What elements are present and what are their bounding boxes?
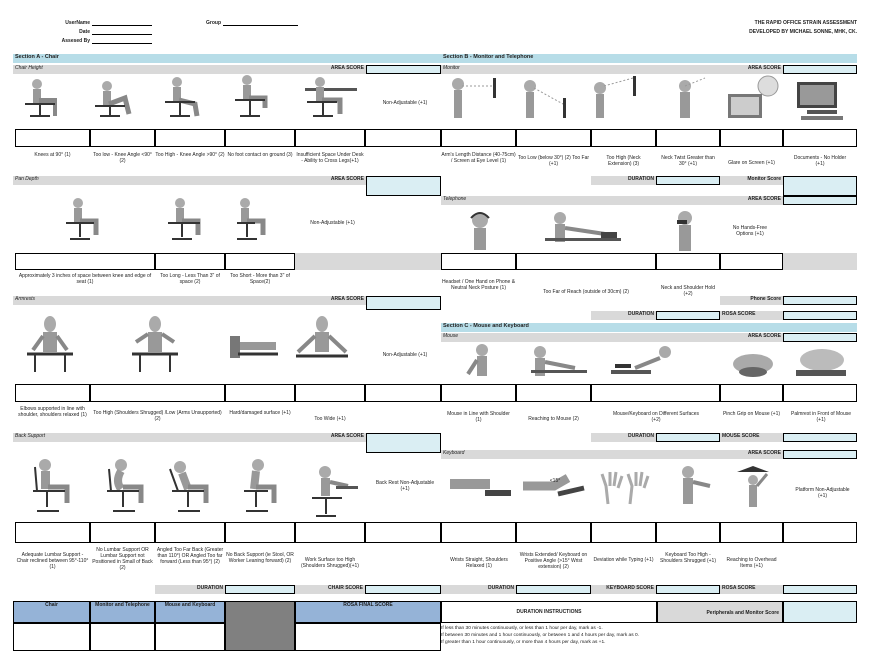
- pan-depth-short-figure: [225, 195, 275, 243]
- monitor-option-5: Glare on Screen (+1): [728, 160, 775, 166]
- telephone-option-2: Too Far of Reach (outside of 30cm) (2): [543, 289, 629, 295]
- armrest-wide-figure: [290, 312, 355, 382]
- knees-90-figure: [15, 74, 75, 119]
- telephone-area-score[interactable]: [783, 196, 857, 205]
- section-a-title: Section A - Chair: [13, 54, 441, 63]
- armrest-hard-figure: [220, 318, 285, 368]
- armrest-good-figure: [15, 312, 85, 382]
- keyboard-title: Keyboard: [441, 450, 783, 459]
- chair-height-box-5[interactable]: [295, 129, 365, 147]
- final-mouse-header: Mouse and Keyboard: [155, 601, 225, 623]
- telephone-box-4[interactable]: [720, 253, 783, 270]
- back-box-4[interactable]: [225, 522, 295, 543]
- phone-reach-figure: [535, 208, 625, 253]
- mouse-box-1[interactable]: [441, 384, 516, 402]
- back-option-3: Angled Too Far Back (Greater than 110°) OR Angled Too far forward (Less than 95°) (2): [156, 547, 224, 565]
- armrests-title: Armrests: [13, 296, 366, 305]
- pinch-grip-figure: [725, 342, 780, 382]
- monitor-box-2[interactable]: [516, 129, 591, 147]
- telephone-box-2[interactable]: [516, 253, 656, 270]
- phone-score-label: Phone Score: [720, 296, 783, 305]
- monitor-duration-score[interactable]: [656, 176, 720, 185]
- keyboard-option-3: Deviation while Typing (+1): [593, 557, 654, 563]
- keyboard-area-score[interactable]: [783, 450, 857, 459]
- telephone-title: Telephone: [441, 196, 783, 205]
- keyboard-box-5[interactable]: [720, 522, 783, 543]
- monitor-duration-label: DURATION: [591, 176, 656, 185]
- title-line2: DEVELOPED BY MICHAEL SONNE, MHK, CK.: [749, 29, 857, 35]
- chair-score-value[interactable]: [365, 585, 441, 594]
- telephone-option-3: Neck and Shoulder Hold (+2): [660, 285, 716, 297]
- telephone-blank: [783, 253, 857, 270]
- group-label: Group: [206, 20, 221, 26]
- mouse-area-label: AREA SCORE: [747, 333, 781, 339]
- telephone-option-1: Headset / One Hand on Phone & Neutral Neck Posture (1): [441, 279, 516, 291]
- keyboard-score-value[interactable]: [656, 585, 720, 594]
- mouse-score-value[interactable]: [783, 433, 857, 442]
- instruction-2: If between 30 minutes and 1 hour continuously, or between 1 and 4 hours per day, mark as 0.: [441, 633, 639, 638]
- mouse-option-4: Pinch Grip on Mouse (+1): [722, 411, 781, 417]
- rosa-final-value[interactable]: [295, 623, 441, 651]
- mouse-area-score[interactable]: [783, 333, 857, 342]
- chair-height-option-4: No foot contact on ground (3): [227, 152, 293, 158]
- chair-duration-label: DURATION: [155, 585, 225, 594]
- instruction-3: If greater than 1 hour continuously, or more than 4 hours per day, mark as +1.: [441, 640, 606, 645]
- phone-duration-score[interactable]: [656, 311, 720, 320]
- armrest-high-figure: [120, 312, 190, 382]
- group-field[interactable]: [223, 18, 298, 26]
- mouse-option-5: Palmrest in Front of Mouse (+1): [790, 411, 852, 423]
- back-support-area-label: AREA SCORE: [330, 433, 364, 439]
- monitor-option-2: Too Low (below 30°) (2) Too Far (+1): [517, 155, 590, 167]
- armrests-box-2[interactable]: [90, 384, 225, 402]
- chair-height-area-score[interactable]: [366, 65, 441, 74]
- monitor-box-1[interactable]: [441, 129, 516, 147]
- back-angled-figure: [160, 455, 220, 520]
- mouse-surface-figure: [605, 342, 680, 382]
- chair-height-box-2[interactable]: [90, 129, 155, 147]
- monitor-score-value[interactable]: [783, 176, 857, 196]
- palmrest-figure: [788, 342, 853, 382]
- back-support-nonadjustable: Back Rest Non-Adjustable (+1): [375, 480, 435, 492]
- mouse-box-3[interactable]: [591, 384, 720, 402]
- armrests-area-score[interactable]: [366, 296, 441, 310]
- monitor-high-figure: [585, 74, 650, 124]
- final-chair-header: Chair: [13, 601, 90, 623]
- headset-figure: [455, 208, 510, 253]
- monitor-title: Monitor: [441, 65, 783, 74]
- back-support-title: Back Support: [13, 433, 366, 442]
- back-option-5: Work Surface too High (Shoulders Shrugged)(+1): [301, 557, 359, 569]
- neck-hold-figure: [655, 208, 715, 253]
- monitor-area-score[interactable]: [783, 65, 857, 74]
- mouse-option-1: Mouse in Line with Shoulder (1): [447, 411, 510, 423]
- keyboard-duration-label: DURATION: [441, 585, 516, 594]
- mouse-duration-label: DURATION: [591, 433, 656, 442]
- final-chair-value[interactable]: [13, 623, 90, 651]
- deviation-figure: [592, 466, 657, 511]
- overhead-reach-figure: [725, 462, 783, 512]
- rosa-score-label-c: ROSA SCORE: [720, 585, 783, 594]
- neck-twist-figure: [655, 74, 715, 124]
- instruction-1: If less than 30 minutes continuously, or less than 1 hour per day, mark as -1.: [441, 626, 603, 631]
- monitor-option-4: Neck Twist Greater than 30° (+1): [661, 155, 715, 167]
- armrests-option-2: Too High (Shoulders Shrugged) /Low (Arms Unsupported) (2): [93, 410, 222, 422]
- back-option-1: Adequate Lumbar Support - Chair reclined between 95°-110° (1): [16, 552, 89, 570]
- documents-figure: [787, 74, 855, 124]
- chair-score-label: CHAIR SCORE: [295, 585, 365, 594]
- monitor-box-4[interactable]: [656, 129, 720, 147]
- chair-height-box-3[interactable]: [155, 129, 225, 147]
- back-nolumbar-figure: [95, 455, 155, 520]
- armrests-box-3[interactable]: [225, 384, 295, 402]
- telephone-area-label: AREA SCORE: [747, 196, 781, 202]
- pan-depth-long-figure: [160, 195, 210, 243]
- monitor-option-6: Documents - No Holder (+1): [793, 155, 847, 167]
- keyboard-platform: Platform Non-Adjustable (+1): [795, 487, 850, 499]
- mouse-duration-score[interactable]: [656, 433, 720, 442]
- telephone-box-3[interactable]: [656, 253, 720, 270]
- armrests-box-1[interactable]: [15, 384, 90, 402]
- chair-height-area-label: AREA SCORE: [330, 65, 364, 71]
- section-c-title: Section C - Mouse and Keyboard: [441, 323, 857, 332]
- armrests-box-5[interactable]: [365, 384, 441, 402]
- mouse-option-3: Mouse/Keyboard on Different Surfaces (+2): [612, 411, 700, 423]
- peripherals-monitor-label: Peripherals and Monitor Score: [657, 601, 783, 623]
- pan-depth-good-figure: [50, 195, 110, 243]
- knee-low-figure: [85, 74, 145, 119]
- back-none-figure: [228, 455, 288, 520]
- under-desk-figure: [295, 74, 365, 119]
- rosa-final-header: ROSA FINAL SCORE: [295, 601, 441, 623]
- chair-height-option-3: Too High - Knee Angle >90° (2): [155, 152, 225, 158]
- keyboard-box-1[interactable]: [441, 522, 516, 543]
- chair-height-option-2: Too low - Knee Angle <90° (2): [93, 152, 152, 164]
- date-field[interactable]: [92, 27, 152, 35]
- back-box-6[interactable]: [365, 522, 441, 543]
- duration-instructions-header: DURATION INSTRUCTIONS: [441, 601, 657, 623]
- glare-screen-figure: [720, 74, 782, 124]
- keyboard-high-figure: [660, 462, 718, 512]
- phone-score-value[interactable]: [783, 296, 857, 305]
- work-surface-high-figure: [300, 462, 360, 520]
- assessed-by-field[interactable]: [92, 36, 152, 44]
- rosa-score-value-b[interactable]: [783, 311, 857, 320]
- pan-depth-option-1: Approximately 3 inches of space between knee and edge of seat (1): [18, 273, 152, 285]
- keyboard-area-label: AREA SCORE: [747, 450, 781, 456]
- monitor-box-5[interactable]: [720, 129, 783, 147]
- back-box-2[interactable]: [90, 522, 155, 543]
- chair-height-title: Chair Height: [13, 65, 366, 74]
- pan-depth-area-label: AREA SCORE: [330, 176, 364, 182]
- pan-depth-title: Pan Depth: [13, 176, 366, 185]
- no-hands-free: No Hands-Free Options (+1): [732, 225, 768, 237]
- final-mouse-value[interactable]: [155, 623, 225, 651]
- keyboard-box-3[interactable]: [591, 522, 656, 543]
- peripherals-monitor-score[interactable]: [783, 601, 857, 623]
- pan-depth-blank: [295, 253, 441, 270]
- keyboard-box-6[interactable]: [783, 522, 857, 543]
- keyboard-option-4: Keyboard Too High - Shoulders Shrugged (+1): [659, 552, 716, 564]
- username-label: UserName: [65, 20, 90, 26]
- pan-depth-option-2: Too Long - Less Than 3" of space (2): [160, 273, 220, 285]
- mouse-reach-figure: [525, 342, 590, 382]
- date-label: Date: [79, 29, 90, 35]
- monitor-low-figure: [515, 74, 580, 124]
- chair-height-box-4[interactable]: [225, 129, 295, 147]
- chair-height-option-5: Insufficient Space Under Desk - Ability to Cross Legs(+1): [296, 152, 364, 164]
- angle-label: <15°: [549, 478, 561, 484]
- keyboard-option-1: Wrists Straight, Shoulders Relaxed (1): [450, 557, 508, 569]
- back-good-figure: [15, 455, 85, 520]
- keyboard-score-label: KEYBOARD SCORE: [591, 585, 656, 594]
- mouse-box-4[interactable]: [720, 384, 783, 402]
- mouse-option-2: Reaching to Mouse (2): [528, 416, 579, 422]
- keyboard-option-5: Reaching to Overhead Items (+1): [726, 557, 777, 569]
- monitor-score-label: Monitor Score: [720, 176, 783, 185]
- final-monitor-header: Monitor and Telephone: [90, 601, 155, 623]
- monitor-option-1: Arm's Length Distance (40-75cm) / Screen at Eye Level (1): [441, 152, 516, 164]
- mouse-box-2[interactable]: [516, 384, 591, 402]
- chair-height-box-6[interactable]: [365, 129, 441, 147]
- mouse-score-label: MOUSE SCORE: [720, 433, 783, 442]
- chair-height-option-1: Knees at 90° (1): [34, 152, 71, 158]
- rosa-score-value-c[interactable]: [783, 585, 857, 594]
- monitor-box-3[interactable]: [591, 129, 656, 147]
- monitor-area-label: AREA SCORE: [747, 65, 781, 71]
- back-box-1[interactable]: [15, 522, 90, 543]
- monitor-good-figure: [443, 74, 513, 124]
- chair-duration-score[interactable]: [225, 585, 295, 594]
- knee-high-figure: [155, 74, 215, 119]
- armrests-box-4[interactable]: [295, 384, 365, 402]
- assessed-by-label: Assesed By: [61, 38, 90, 44]
- final-monitor-value[interactable]: [90, 623, 155, 651]
- keyboard-box-4[interactable]: [656, 522, 720, 543]
- back-box-3[interactable]: [155, 522, 225, 543]
- mouse-box-5[interactable]: [783, 384, 857, 402]
- keyboard-box-2[interactable]: [516, 522, 591, 543]
- back-support-area-score[interactable]: [366, 433, 441, 453]
- pan-depth-box-1[interactable]: [15, 253, 155, 270]
- pan-depth-box-2[interactable]: [155, 253, 225, 270]
- duration-instruction-list: [441, 625, 857, 646]
- final-gray-block: [225, 601, 295, 651]
- armrests-area-label: AREA SCORE: [330, 296, 364, 302]
- back-option-4: No Back Support (ie Stool, OR Worker Leaning forward) (2): [226, 552, 294, 564]
- no-foot-contact-figure: [225, 74, 285, 119]
- phone-duration-label: DURATION: [591, 311, 656, 320]
- back-option-2: No Lumbar Support OR Lumbar Support not Positioned in Small of Back (2): [92, 547, 153, 571]
- armrests-option-1: Elbows supported in line with shoulder, shoulders relaxed (1): [18, 406, 87, 418]
- section-b-title: Section B - Monitor and Telephone: [441, 54, 857, 63]
- chair-height-nonadjustable: Non-Adjustable (+1): [382, 100, 428, 106]
- title-line1: THE RAPID OFFICE STRAIN ASSESSMENT: [754, 20, 857, 26]
- monitor-box-6[interactable]: [783, 129, 857, 147]
- wrists-extended-figure: [518, 462, 588, 512]
- chair-height-box-1[interactable]: [15, 129, 90, 147]
- keyboard-option-2: Wrists Extended/ Keyboard on Positive Angle (>15° Wrist extension) (2): [519, 552, 588, 570]
- rosa-score-label-b: ROSA SCORE: [720, 311, 783, 320]
- keyboard-duration-score[interactable]: [516, 585, 591, 594]
- mouse-title: Mouse: [441, 333, 783, 342]
- wrists-straight-figure: [445, 462, 515, 512]
- monitor-option-3: Too High (Neck Extension) (3): [606, 155, 641, 167]
- username-field[interactable]: [92, 18, 152, 26]
- armrests-nonadjustable: Non-Adjustable (+1): [382, 352, 428, 358]
- pan-depth-area-score[interactable]: [366, 176, 441, 196]
- armrests-option-4: Too Wide (+1): [314, 416, 346, 422]
- pan-depth-box-3[interactable]: [225, 253, 295, 270]
- back-box-5[interactable]: [295, 522, 365, 543]
- pan-depth-option-3: Too Short - More than 3" of Space(2): [230, 273, 290, 285]
- pan-depth-nonadjustable: Non-Adjustable (+1): [310, 220, 355, 226]
- armrests-option-3: Hard/damaged surface (+1): [229, 410, 291, 416]
- telephone-box-1[interactable]: [441, 253, 516, 270]
- mouse-inline-figure: [460, 342, 505, 382]
